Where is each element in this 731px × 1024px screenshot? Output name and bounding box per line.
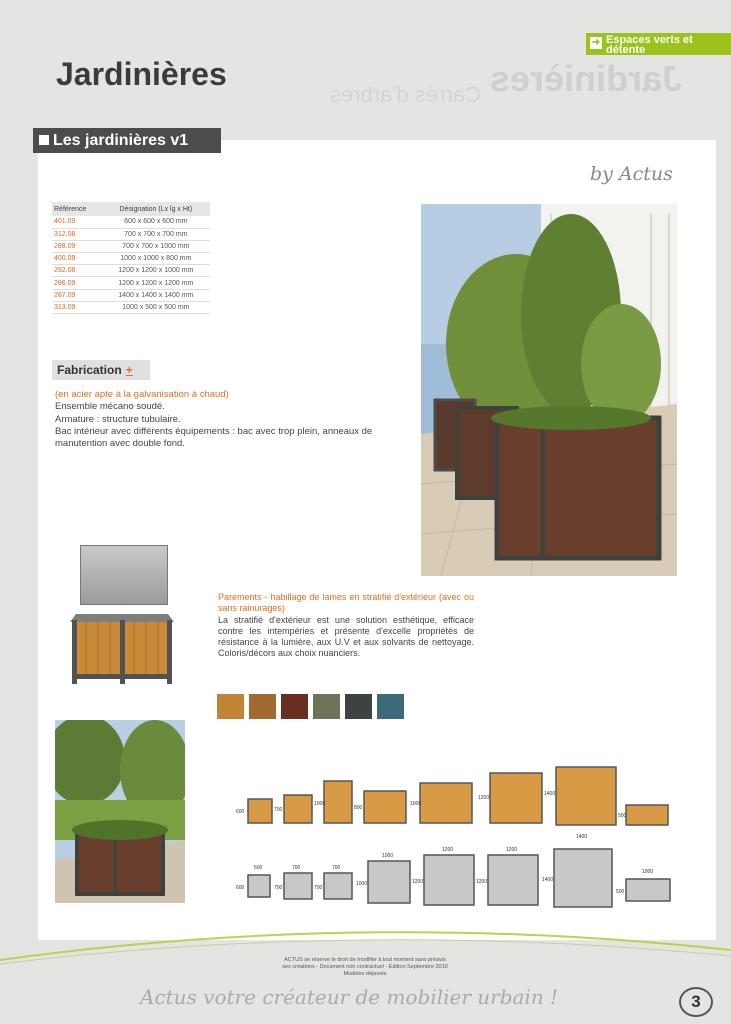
row-ref: 286.09 xyxy=(52,277,102,289)
side-label: 1400 xyxy=(542,877,554,883)
legal-line-2: ses créations - Document non contractuel - Edition Septembre 2010 xyxy=(282,964,448,970)
fabrication-line-4: Bac intérieur avec différents équipements : bac avec trop plein, anneaux de manutention avec double fond. xyxy=(55,425,373,450)
row-dim: 1000 x 500 x 500 mm xyxy=(102,301,210,313)
side-label: 500 xyxy=(616,889,625,895)
top-views xyxy=(248,849,670,907)
color-swatch xyxy=(281,694,308,719)
section-title: Les jardinières v1 xyxy=(33,128,221,153)
top-label: 600 xyxy=(254,865,263,871)
row-ref: 287.09 xyxy=(52,289,102,301)
fabrication-line-1: (en acier apte à la galvanisation à chaud) xyxy=(55,389,229,400)
page-title: Jardinières xyxy=(56,56,227,92)
legal-line-3: Modèles déposés xyxy=(343,971,387,977)
side-label: 1200 xyxy=(476,879,488,885)
table-row xyxy=(52,240,210,252)
category-label-line2: détente xyxy=(606,44,646,56)
row-ref: 313.09 xyxy=(52,301,102,313)
front-label: 1400 xyxy=(544,791,556,797)
row-dim: 700 x 700 x 700 mm xyxy=(102,228,210,240)
top-label: 1200 xyxy=(506,847,518,853)
fabrication-line-3: Armature : structure tubulaire. xyxy=(55,413,181,425)
front-label: 1000 xyxy=(410,801,422,807)
slogan: Actus votre créateur de mobilier urbain ! xyxy=(140,985,559,1009)
row-dim: 1200 x 1200 x 1000 mm xyxy=(102,265,210,277)
row-ref: 288.09 xyxy=(52,240,102,252)
legal-notice xyxy=(200,957,530,978)
ghost-title: Jardinières xyxy=(490,58,683,99)
side-label: 700 xyxy=(314,885,323,891)
legal-line-1: ACTUS se réserve le droit de modifier à tout moment sans préavis xyxy=(284,957,446,963)
brand-signature: by Actus xyxy=(590,163,673,185)
row-dim: 1400 x 1400 x 1400 mm xyxy=(102,289,210,301)
color-swatches xyxy=(217,694,404,719)
color-swatch xyxy=(345,694,372,719)
top-label: 700 xyxy=(292,865,301,871)
top-label: 1400 xyxy=(576,834,588,840)
front-label: 700 xyxy=(274,807,283,813)
planter-photo-terrace xyxy=(421,204,677,576)
front-label: 500 xyxy=(618,813,627,819)
inner-tank-illustration xyxy=(80,545,168,605)
table-row xyxy=(52,253,210,265)
side-label: 700 xyxy=(274,885,283,891)
color-swatch xyxy=(249,694,276,719)
fabrication-text xyxy=(55,389,385,450)
top-label: 700 xyxy=(332,865,341,871)
header-reference: Référence xyxy=(52,202,102,216)
top-label: 1000 xyxy=(642,869,654,875)
reference-table xyxy=(52,202,210,314)
top-label: 1000 xyxy=(382,853,394,859)
parements-title: Parements - habillage de lames en stratifié d'extérieur (avec ou sans rainurages) xyxy=(218,592,474,614)
page-number: 3 xyxy=(679,987,713,1017)
table-header-row xyxy=(52,202,210,216)
fabrication-line-2: Ensemble mécano soudé. xyxy=(55,401,165,413)
row-ref: 292.08 xyxy=(52,265,102,277)
color-swatch xyxy=(217,694,244,719)
row-ref: 312.08 xyxy=(52,228,102,240)
table-row xyxy=(52,301,210,313)
side-label: 1200 xyxy=(412,879,424,885)
row-dim: 700 x 700 x 1000 mm xyxy=(102,240,210,252)
row-ref: 400.09 xyxy=(52,253,102,265)
fabrication-heading xyxy=(52,360,150,380)
table-row xyxy=(52,277,210,289)
front-label: 600 xyxy=(236,809,245,815)
front-label: 800 xyxy=(354,805,363,811)
top-label: 1200 xyxy=(442,847,454,853)
front-label: 1000 xyxy=(314,801,326,807)
category-tab xyxy=(586,33,731,55)
fabrication-title: Fabrication xyxy=(57,363,122,377)
planter-illustration xyxy=(70,608,174,688)
dimension-diagram xyxy=(228,765,678,915)
planter-photo-park xyxy=(55,720,185,903)
table-row xyxy=(52,216,210,228)
plus-icon[interactable]: + xyxy=(125,363,133,377)
parements-body: La stratifié d'extérieur est une solution esthétique, efficace contre les intempéries et présente d'excelle propriétés de résistance à la lumière, aux U.V et aux solvants de nettoyage. Coloris/décors aux choix nuanciers. xyxy=(218,614,474,659)
side-label: 1000 xyxy=(356,881,368,887)
front-views xyxy=(236,767,668,825)
header-designation: Désignation (Lx lg x Ht) xyxy=(102,202,210,216)
side-label: 600 xyxy=(236,885,245,891)
arrow-right-icon: ➜ xyxy=(591,37,601,48)
row-dim: 1200 x 1200 x 1200 mm xyxy=(102,277,210,289)
table-row xyxy=(52,228,210,240)
table-row xyxy=(52,265,210,277)
table-row xyxy=(52,289,210,301)
color-swatch xyxy=(313,694,340,719)
ghost-subtitle: Carrés d'arbres xyxy=(330,82,481,107)
parements-text xyxy=(218,592,474,660)
color-swatch xyxy=(377,694,404,719)
row-dim: 600 x 600 x 600 mm xyxy=(102,216,210,228)
row-dim: 1000 x 1000 x 800 mm xyxy=(102,253,210,265)
row-ref: 401.09 xyxy=(52,216,102,228)
front-label: 1200 xyxy=(478,795,490,801)
category-label-line1: Espaces verts et xyxy=(606,34,693,46)
